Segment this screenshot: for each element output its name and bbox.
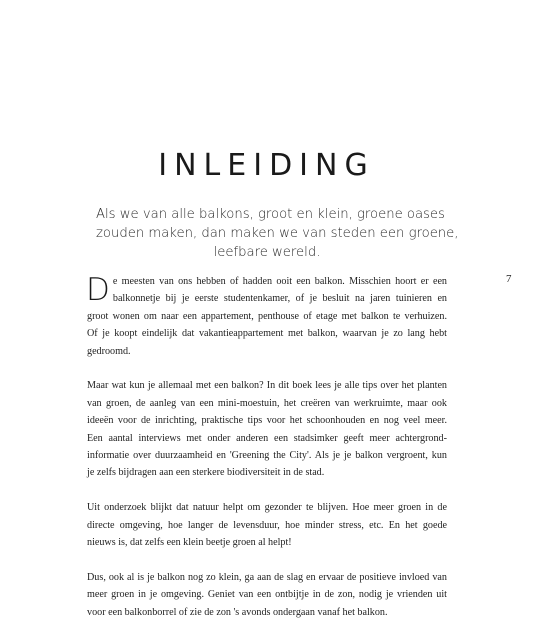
text-line: ideeën voor de inrichting, praktische tips voor het schoonhouden en nog veel meer. bbox=[87, 415, 447, 427]
text-line: Uit onderzoek blijkt dat natuur helpt om gezonder te blijven. Hoe meer groen in de bbox=[87, 502, 447, 514]
subtitle-line: Als we van alle balkons, groot en klein, groene oases bbox=[96, 207, 445, 222]
text-line: Of je koopt eindelijk dat vakantieappartement met balkon, waarvan je zo lang hebt bbox=[87, 328, 447, 340]
chapter-heading: INLEIDING bbox=[158, 148, 375, 183]
paragraph-4 bbox=[87, 569, 447, 621]
text-line: je zelfs bijdragen aan een sterkere biodiversiteit in de stad. bbox=[87, 467, 325, 479]
text-line: nieuws is, dat zelfs een klein beetje groen al helpt! bbox=[87, 537, 292, 549]
text-line: meer groen in je omgeving. Geniet van een ontbijtje in de zon, nodig je vrienden uit bbox=[87, 589, 447, 601]
drop-cap: D bbox=[86, 272, 110, 308]
text-line: informatie over duurzaamheid en 'Greening the City'. Als je je balkon vergroent, kun bbox=[87, 450, 447, 462]
text-line: Maar wat kun je allemaal met een balkon? In dit boek lees je alle tips over het planten bbox=[87, 380, 447, 392]
text-line: groot wonen om naar een appartement, penthouse of etage met balkon te verhuizen. bbox=[87, 310, 447, 322]
paragraph-1 bbox=[87, 273, 447, 360]
text-line: e meesten van ons hebben of hadden ooit een balkon. Misschien hoort er een bbox=[112, 276, 447, 287]
body-text bbox=[87, 273, 447, 638]
subtitle-line: zouden maken, dan maken we van steden een groene, bbox=[96, 226, 459, 241]
paragraph-3 bbox=[87, 499, 447, 551]
text-line: van groen, de aanleg van een mini-moestuin, het creëren van werkruimte, maar ook bbox=[87, 397, 447, 409]
text-line: Dus, ook al is je balkon nog zo klein, ga aan de slag en ervaar de positieve invloed van bbox=[87, 571, 447, 583]
text-line: balkonnetje bij je eerste studentenkamer, of je besluit na jaren tuinieren en bbox=[112, 293, 447, 305]
text-line: voor een balkonborrel of zie de zon 's avonds ondergaan vanaf het balkon. bbox=[87, 606, 388, 618]
page-number: 7 bbox=[506, 273, 512, 285]
text-line: directe omgeving, hoe langer de levensduur, hoe minder stress, etc. En het goede bbox=[87, 519, 447, 531]
paragraph-2 bbox=[87, 377, 447, 481]
subtitle-line: leefbare wereld. bbox=[213, 245, 321, 260]
text-line: gedroomd. bbox=[87, 345, 131, 357]
text-line: Een aantal interviews met onder anderen een stadsimker geeft meer achtergrond- bbox=[87, 432, 447, 444]
chapter-subtitle bbox=[96, 205, 459, 262]
